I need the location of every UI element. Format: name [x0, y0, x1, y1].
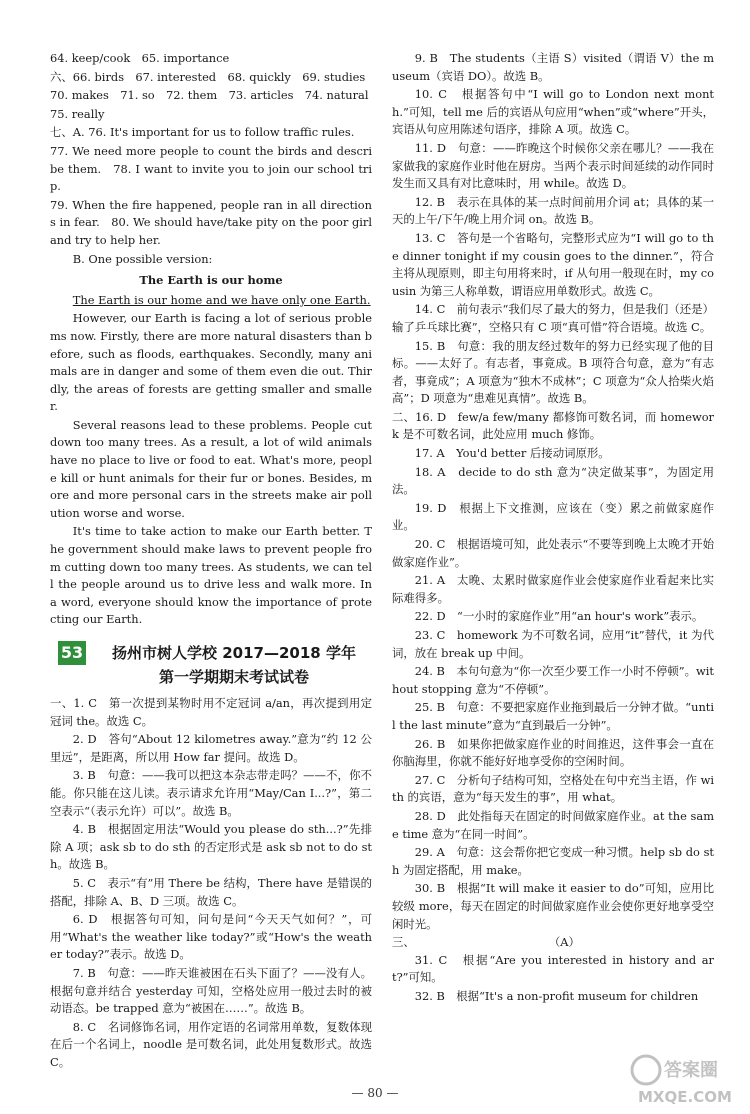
section-title [96, 641, 372, 689]
answer-item: 2. D 答句“About 12 kilometres away.”意为“约 12 公里远”，是距离，所以用 How far 提问。故选 D。 [50, 732, 372, 764]
section-three-line [392, 934, 714, 952]
answer-item: 26. B 如果你把做家庭作业的时间推迟，这件事会一直在你脑海里，你就不能好好地享受你的空闲时间。 [392, 736, 714, 769]
right-column [392, 50, 714, 1006]
answer-line: 75. really [50, 106, 105, 121]
answer-item: 6. D 根据答句可知，问句是问“今天天气如何？”，可用“What's the weather like today?”或“How's the weather today?”表示。故选 D。 [50, 912, 372, 962]
answer-item: 3. B 句意：——我可以把这本杂志带走吗？——不，你不能。你只能在这儿读。表示请求允许用“May/Can I...?”，第二空表示“（表示允许）可以”。故选 B。 [50, 768, 372, 818]
answer-item: 11. D 句意：——昨晚这个时候你父亲在哪儿？——我在家做我的家庭作业时他在厨房。当两个表示时间延续的动作同时发生而又具有对比意味时，用 while。故选 D。 [392, 140, 714, 191]
watermark-text: 答案圈 [664, 1060, 718, 1081]
answer-item: 32. B 根据“It's a non-profit museum for children [414, 988, 699, 1003]
version-line: B. One possible version: [72, 251, 213, 266]
answer-item: 23. C homework 为不可数名词，应用“it”替代，it 为代词，放在 break up 中间。 [392, 628, 714, 660]
essay-paragraph: Several reasons lead to these problems. People cut down too many trees. As a result, a lot of wild animals have no place to live or food to eat. What's more, people kill or hunt animals for their fur or bones. Besides, more and more personal cars in the streets make air pollution worse and worse. [50, 417, 372, 520]
answer-item: 30. B 根据“It will make it easier to do”可知，应用比较级 more，每天在固定的时间做家庭作业会使你更好地享受空闲时光。 [392, 881, 714, 931]
answer-item: 25. B 句意：不要把家庭作业拖到最后一分钟才做。“until the last minute”意为“直到最后一分钟”。 [392, 700, 714, 732]
left-column [50, 50, 372, 1072]
answer-item: 8. C 名词修饰名词，用作定语的名词常用单数，复数体现在后一个名词上，noodle 是可数名词，此处用复数形式。故选 C。 [50, 1019, 372, 1069]
answer-item: 二、16. D few/a few/many 都修饰可数名词，而 homework 是不可数名词，此处应用 much 修饰。 [392, 409, 714, 442]
answer-line: 77. We need more people to count the birds and describe them. 78. I want to invite you to join our school trip. [50, 143, 372, 194]
answer-item: 28. D 此处指每天在固定的时间做家庭作业。at the same time 意为“在同一时间”。 [392, 808, 714, 841]
answer-line: 六、66. birds 67. interested 68. quickly 69. studies [50, 69, 366, 84]
section-number-badge: 53 [58, 641, 86, 665]
answer-item: 18. A decide to do sth 意为“决定做某事”，为固定用法。 [392, 464, 714, 497]
answer-item: 10. C 根据答句中“I will go to London next month.”可知，tell me 后的宾语从句应用“when”或“where”开头，宾语从句应用陈述句语序，排除 A 项。故选 C。 [392, 87, 714, 137]
answer-line: 64. keep/cook 65. importance [50, 51, 230, 65]
section-title-line-2: 第一学期期末考试试卷 [158, 668, 309, 686]
answer-item: 7. B 句意：——昨天谁被困在石头下面了？——没有人。根据句意并结合 yesterday 可知，空格处应用一般过去时的被动语态。be trapped 意为“被困在……”。故选 B。 [50, 965, 372, 1016]
answer-item: 22. D “一小时的家庭作业”用“an hour's work”表示。 [414, 609, 704, 624]
answer-item: 5. C 表示“有”用 There be 结构，There have 是错误的搭配，排除 A、B、D 三项。故选 C。 [50, 875, 372, 908]
essay-title: The Earth is our home [139, 273, 283, 288]
essay-intro: The Earth is our home and we have only one Earth. [72, 292, 371, 307]
part-a-label: （A） [548, 935, 580, 950]
answer-item: 9. B The students（主语 S）visited（谓语 V）the museum（宾语 DO）。故选 B。 [392, 51, 714, 83]
answer-item: 21. A 太晚、太累时做家庭作业会使家庭作业看起来比实际难得多。 [392, 573, 714, 605]
answer-item: 12. B 表示在具体的某一点时间前用介词 at；具体的某一天的上午/下午/晚上用介词 on。故选 B。 [392, 194, 714, 227]
answer-item: 19. D 根据上下文推测，应该在（变）累之前做家庭作业。 [392, 500, 714, 533]
answer-item: 24. B 本句句意为“你一次至少要工作一小时不停顿”。without stopping 意为“不停顿”。 [392, 664, 714, 696]
answer-item: 一、1. C 第一次提到某物时用不定冠词 a/an，再次提到用定冠词 the。故选 C。 [50, 696, 372, 728]
watermark-url: MXQE.COM [638, 1088, 732, 1106]
page-number: — 80 — [351, 1086, 399, 1100]
answer-item: 15. B 句意：我的朋友经过数年的努力已经实现了他的目标。——太好了。有志者，事竟成。B 项符合句意，意为“有志者，事竟成”；A 项意为“独木不成林”；C 项意为“众人拾柴火焰高”；D 项意为“患难见真情”。故选 B。 [392, 338, 714, 406]
watermark-logo [626, 1050, 736, 1108]
answer-item: 20. C 根据语境可知，此处表示“不要等到晚上太晚才开始做家庭作业”。 [392, 537, 714, 569]
answer-item: 31. C 根据“Are you interested in history and art?”可知。 [392, 952, 714, 985]
answer-item: 4. B 根据固定用法“Would you please do sth...?”先排除 A 项；ask sb to do sth 的否定形式是 ask sb not to do sth。故选 B。 [50, 822, 372, 872]
essay-paragraph: However, our Earth is facing a lot of serious problems now. Firstly, there are more natural disasters than before, such as floods, earthquakes. Secondly, many animals are in danger and some of them even die out. Thirdly, the areas of forests are getting smaller and smaller. [50, 311, 372, 414]
section-header [50, 641, 372, 689]
answer-line: 七、A. 76. It's important for us to follow traffic rules. [50, 125, 355, 140]
section-three-label: 三、 [392, 935, 415, 950]
answer-item: 14. C 前句表示“我们尽了最大的努力，但是我们（还是）输了乒乓球比赛”，空格只有 C 项“真可惜”符合语境。故选 C。 [392, 302, 714, 334]
answer-item: 13. C 答句是一个省略句，完整形式应为“I will go to the dinner tonight if my cousin goes to the dinner.”，符合主将从现原则，即主句用将来时，if 从句用一般现在时，my cousin 为第三人称单数，谓语应用单数形式。故选 C。 [392, 230, 714, 298]
answer-line: 79. When the fire happened, people ran in all directions in fear. 80. We should have/take pity on the poor girl and try to help her. [50, 197, 372, 247]
essay-paragraph: It's time to take action to make our Earth better. The government should make laws to prevent people from cutting down too many trees. As students, we can tell the people around us to drive less and walk more. In a word, everyone should know the importance of protecting our Earth. [50, 524, 372, 627]
answer-item: 27. C 分析句子结构可知，空格处在句中充当主语，作 with 的宾语，意为“每天发生的事”，用 what。 [392, 772, 714, 805]
answer-line: 70. makes 71. so 72. them 73. articles 74. natural [50, 88, 369, 103]
answer-item: 17. A You'd better 后接动词原形。 [414, 446, 610, 461]
section-title-line-1: 扬州市树人学校 2017—2018 学年 [112, 644, 356, 662]
answer-item: 29. A 句意：这会帮你把它变成一种习惯。help sb do sth 为固定搭配，用 make。 [392, 845, 714, 877]
